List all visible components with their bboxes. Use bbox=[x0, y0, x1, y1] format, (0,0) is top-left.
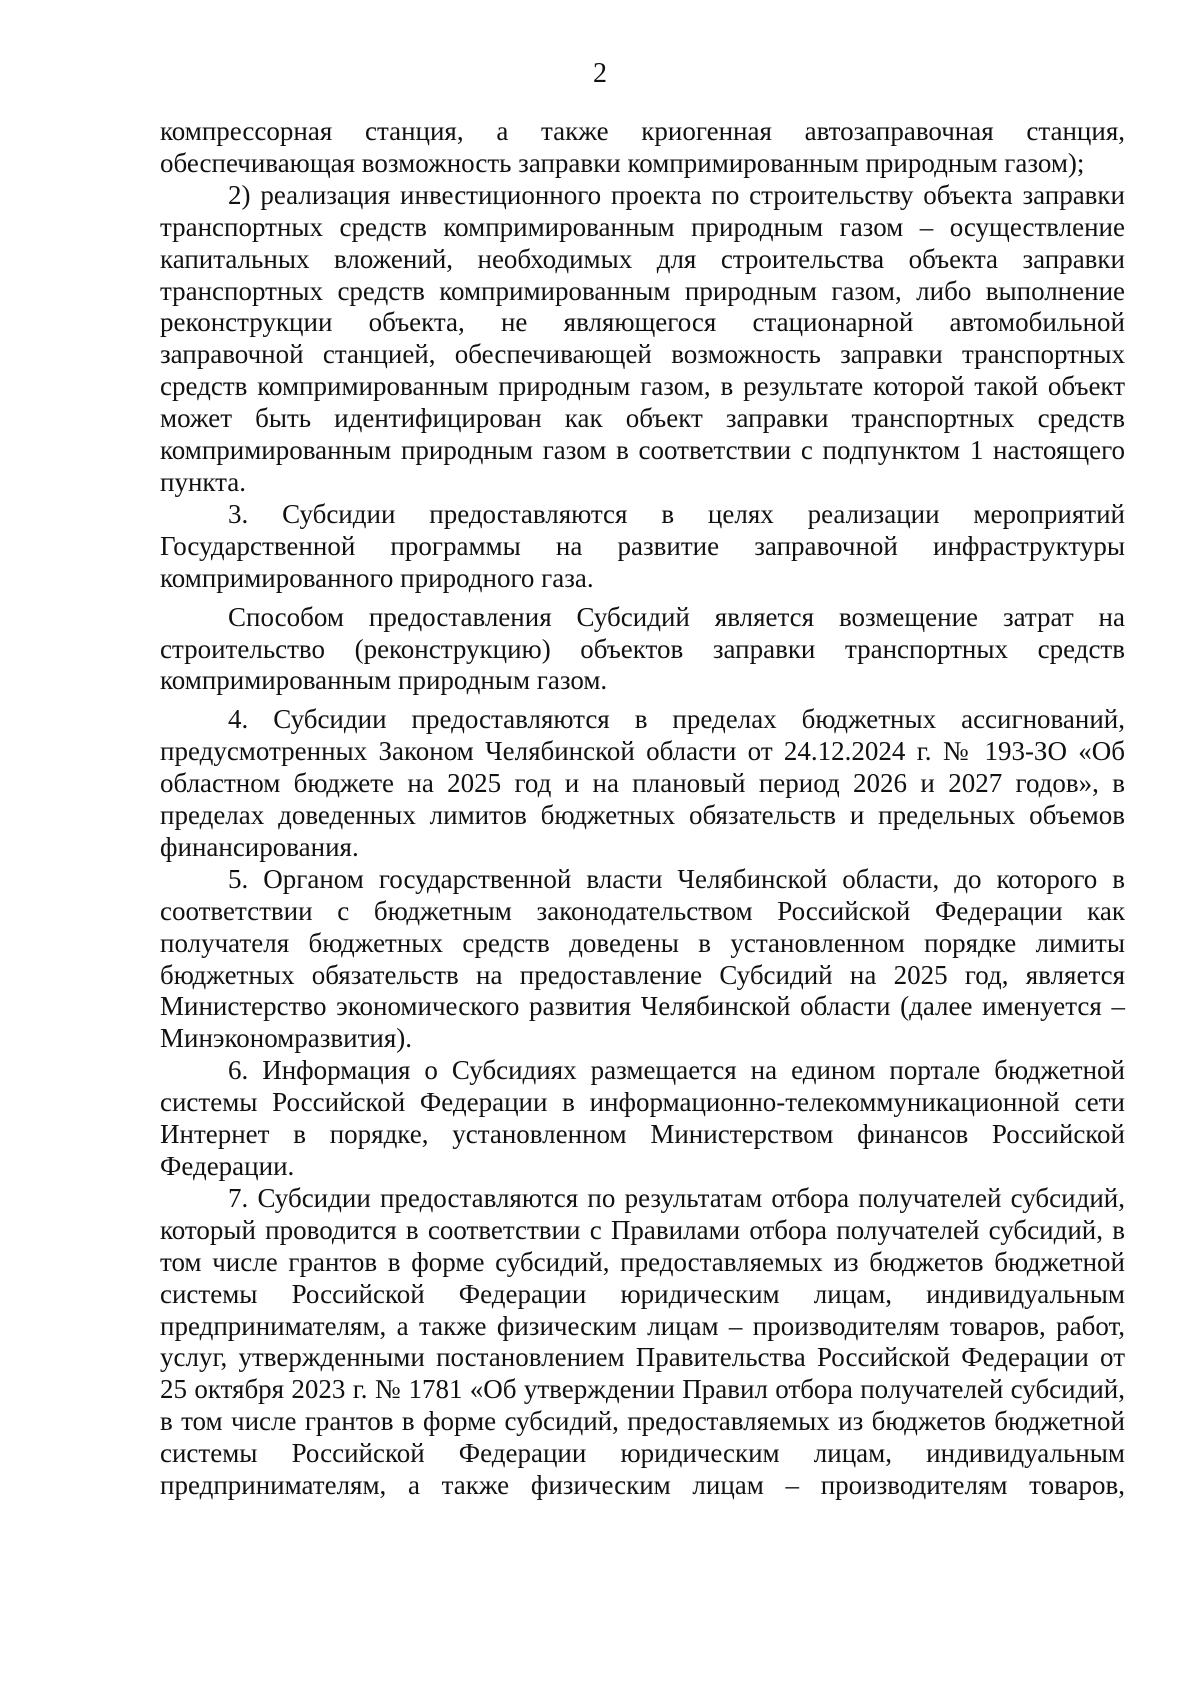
paragraph-item-7: 7. Субсидии предоставляются по результатам отбора получателей субсидий, который проводится в соответствии с Правилами отбора получателей субсидий, в том числе грантов в форме субсидий, предоставляемых из бюджетов бюджетной системы Российской Федерации юридическим лицам, индивидуальным предпринимателям, а также физическим лицам – производителям товаров, работ, услуг, утвержденными постановлением Правительства Российской Федерации от 25 октября 2023 г. № 1781 «Об утверждении Правил отбора получателей субсидий, в том числе грантов в форме субсидий, предоставляемых из бюджетов бюджетной системы Российской Федерации юридическим лицам, индивидуальным предпринимателям, а также физическим лицам – производителям товаров, bbox=[160, 1182, 1125, 1501]
paragraph-item-3: 3. Субсидии предоставляются в целях реализации мероприятий Государственной программы на развитие заправочной инфраструктуры компримированного природного газа. bbox=[160, 498, 1125, 593]
paragraph-continuation: компрессорная станция, а также криогенная автозаправочная станция, обеспечивающая возможность заправки компримированным природным газом); bbox=[160, 116, 1125, 178]
paragraph-item-6: 6. Информация о Субсидиях размещается на едином портале бюджетной системы Российской Федерации в информационно-телекоммуникационной сети Интернет в порядке, установленном Министерством финансов Российской Федерации. bbox=[160, 1055, 1125, 1181]
paragraph-item-5: 5. Органом государственной власти Челябинской области, до которого в соответствии с бюджетным законодательством Российской Федерации как получателя бюджетных средств доведены в установленном порядке лимиты бюджетных обязательств на предоставление Субсидий на 2025 год, является Министерство экономического развития Челябинской области (далее именуется – Минэкономразвития). bbox=[160, 863, 1125, 1054]
page-number: 2 bbox=[593, 58, 607, 89]
document-body bbox=[160, 116, 1125, 1502]
paragraph-subsidy-method: Способом предоставления Субсидий является возмещение затрат на строительство (реконструкцию) объектов заправки транспортных средств компримированным природным газом. bbox=[160, 601, 1125, 696]
paragraph-item-4: 4. Субсидии предоставляются в пределах бюджетных ассигнований, предусмотренных Законом Челябинской области от 24.12.2024 г. № 193-ЗО «Об областном бюджете на 2025 год и на плановый период 2026 и 2027 годов», в пределах доведенных лимитов бюджетных обязательств и предельных объемов финансирования. bbox=[160, 704, 1125, 862]
paragraph-item-2: 2) реализация инвестиционного проекта по строительству объекта заправки транспортных средств компримированным природным газом – осуществление капитальных вложений, необходимых для строительства объекта заправки транспортных средств компримированным природным газом, либо выполнение реконструкции объекта, не являющегося стационарной автомобильной заправочной станцией, обеспечивающей возможность заправки транспортных средств компримированным природным газом, в результате которой такой объект может быть идентифицирован как объект заправки транспортных средств компримированным природным газом в соответствии с подпунктом 1 настоящего пункта. bbox=[160, 179, 1125, 497]
